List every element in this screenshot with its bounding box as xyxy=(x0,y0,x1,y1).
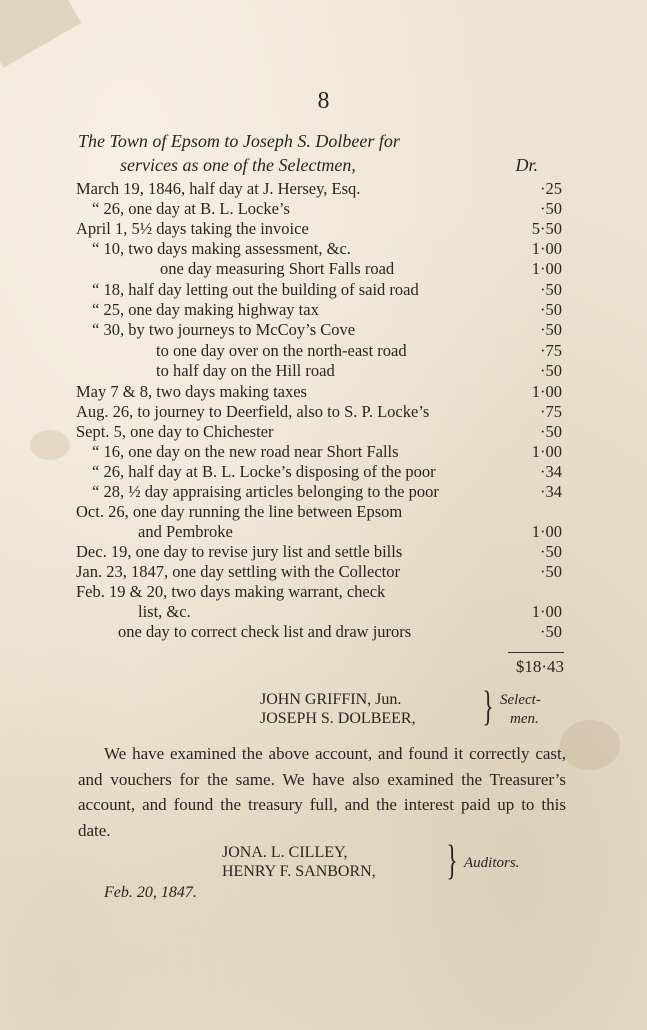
ledger-row xyxy=(76,562,562,582)
entry-amount: ·25 xyxy=(540,179,562,198)
brace-icon: } xyxy=(446,838,458,884)
entry-text: Oct. 26, one day running the line between Epsom xyxy=(76,502,403,521)
entry-text: “ 26, one day at B. L. Locke’s xyxy=(92,199,290,218)
ledger-row xyxy=(76,402,562,422)
ledger-row xyxy=(76,462,562,482)
entry-amount: 1·00 xyxy=(531,522,562,541)
entry-text: “ 18, half day letting out the building of said road xyxy=(92,280,419,299)
brace-icon: } xyxy=(482,684,494,730)
entry-text: March 19, 1846, half day at J. Hersey, Esq. xyxy=(76,179,361,198)
ledger-row xyxy=(76,502,562,522)
entry-text: May 7 & 8, two days making taxes xyxy=(76,382,307,401)
ledger-row xyxy=(76,239,562,259)
entry-amount: ·34 xyxy=(540,482,562,501)
selectmen-role: Select- xyxy=(500,692,541,708)
ledger-row xyxy=(76,199,562,219)
page-corner-fold xyxy=(0,0,81,68)
entry-amount: ·75 xyxy=(540,402,562,421)
ledger-row xyxy=(76,622,562,642)
selectman-name: JOSEPH S. DOLBEER, xyxy=(260,710,416,727)
entry-text: “ 30, by two journeys to McCoy’s Cove xyxy=(92,320,356,339)
selectman-name: JOHN GRIFFIN, Jun. xyxy=(260,691,402,708)
ledger-row xyxy=(76,542,562,562)
entry-amount: 1·00 xyxy=(531,442,562,461)
entry-text: Aug. 26, to journey to Deerfield, also to S. P. Locke’s xyxy=(76,402,430,421)
entry-amount: 1·00 xyxy=(531,382,562,401)
entry-amount: ·50 xyxy=(540,320,562,339)
entry-amount: 1·00 xyxy=(531,259,562,278)
entry-text: “ 26, half day at B. L. Locke’s disposing of the poor xyxy=(92,462,436,481)
entry-text: to half day on the Hill road xyxy=(156,361,335,380)
entry-amount: ·50 xyxy=(540,542,562,561)
entry-amount: ·50 xyxy=(540,361,562,380)
ledger-row xyxy=(76,442,562,462)
total-rule xyxy=(508,652,564,653)
auditors-role: Auditors. xyxy=(464,855,520,871)
document-date: Feb. 20, 1847. xyxy=(104,884,197,901)
entry-text: one day to correct check list and draw jurors xyxy=(118,622,412,641)
ledger-row xyxy=(76,602,562,622)
debit-label: Dr. xyxy=(515,155,538,175)
entry-amount: ·50 xyxy=(540,280,562,299)
ledger-row xyxy=(76,300,562,320)
entry-amount: ·50 xyxy=(540,562,562,581)
entry-amount: ·50 xyxy=(540,422,562,441)
selectmen-role-cont: men. xyxy=(510,711,539,727)
entry-amount: ·50 xyxy=(540,622,562,641)
entry-text: to one day over on the north-east road xyxy=(156,341,407,360)
entry-text: list, &c. xyxy=(138,602,191,621)
ledger-row xyxy=(76,280,562,300)
entry-amount: ·50 xyxy=(540,300,562,319)
ledger-row xyxy=(76,219,562,239)
paper-stain xyxy=(30,430,70,460)
entry-text: Feb. 19 & 20, two days making warrant, check xyxy=(76,582,386,601)
entry-amount: ·75 xyxy=(540,341,562,360)
entry-text: Dec. 19, one day to revise jury list and settle bills xyxy=(76,542,403,561)
entry-text: “ 16, one day on the new road near Short Falls xyxy=(92,442,399,461)
entry-amount: ·50 xyxy=(540,199,562,218)
ledger-row xyxy=(76,382,562,402)
page-number: 8 xyxy=(317,88,330,114)
ledger-row xyxy=(76,361,562,381)
auditor-name: JONA. L. CILLEY, xyxy=(222,844,348,861)
account-heading-line2 xyxy=(78,155,538,176)
account-total: $18·43 xyxy=(515,657,564,676)
entry-text: one day measuring Short Falls road xyxy=(160,259,395,278)
entry-text: April 1, 5½ days taking the invoice xyxy=(76,219,309,238)
entry-amount: 1·00 xyxy=(531,602,562,621)
entry-amount: ·34 xyxy=(540,462,562,481)
entry-text: Jan. 23, 1847, one day settling with the Collector xyxy=(76,562,400,581)
entry-text: “ 10, two days making assessment, &c. xyxy=(92,239,351,258)
auditor-name: HENRY F. SANBORN, xyxy=(222,863,376,880)
ledger-row xyxy=(76,422,562,442)
entry-amount: 1·00 xyxy=(531,239,562,258)
entry-text: and Pembroke xyxy=(138,522,233,541)
paper-stain xyxy=(560,720,620,770)
ledger-row xyxy=(76,341,562,361)
account-subheading: services as one of the Selectmen, xyxy=(120,155,356,175)
ledger-row xyxy=(76,482,562,502)
ledger-row xyxy=(76,259,562,279)
entry-amount: 5·50 xyxy=(531,219,562,238)
ledger-row xyxy=(76,179,562,199)
entry-text: “ 28, ½ day appraising articles belonging to the poor xyxy=(92,482,439,501)
entry-text: “ 25, one day making highway tax xyxy=(92,300,319,319)
ledger-row xyxy=(76,522,562,542)
ledger-row xyxy=(76,320,562,340)
auditor-statement: We have examined the above account, and found it correctly cast, and vouchers for the same. We have also examined the Treasurer’s account, and found the treasury full, and the interest paid up to this date. xyxy=(78,744,566,840)
entry-text: Sept. 5, one day to Chichester xyxy=(76,422,274,441)
ledger-row xyxy=(76,582,562,602)
account-heading: The Town of Epsom to Joseph S. Dolbeer for xyxy=(78,131,400,151)
